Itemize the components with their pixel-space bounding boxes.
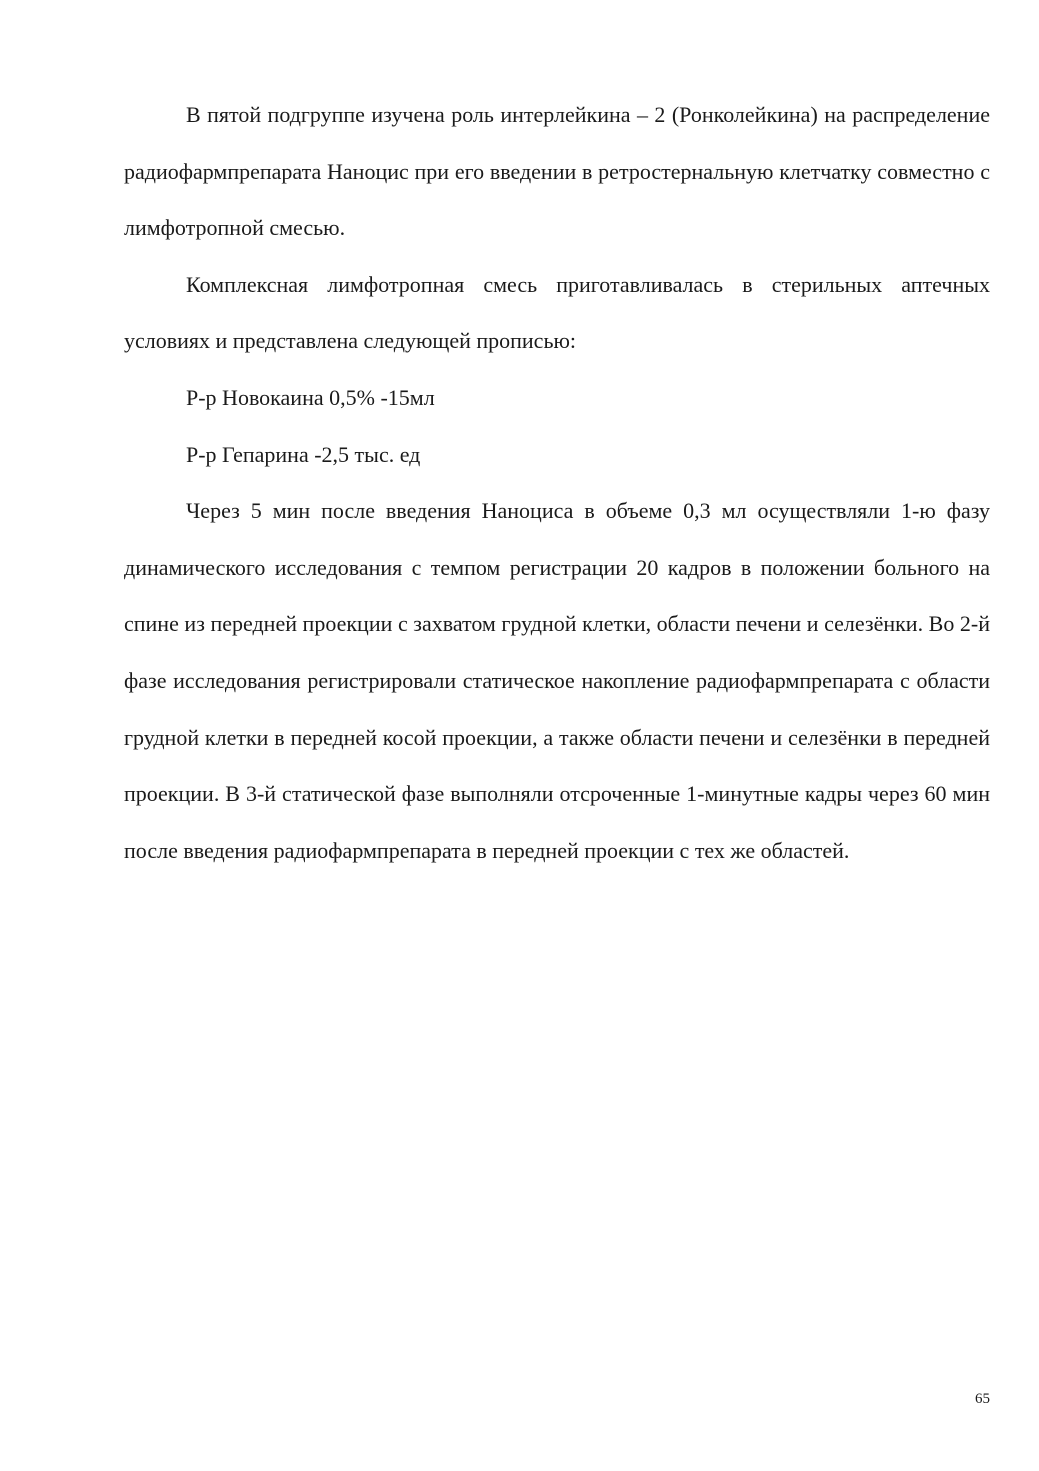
page-number: 65 (975, 1391, 990, 1407)
prescription-novocaine: Р-р Новокаина 0,5% -15мл (186, 384, 435, 410)
paragraph-study-phases: Через 5 мин после введения Наноциса в объеме 0,3 мл осуществляли 1-ю фазу динамического исследования с темпом регистрации 20 кадров в положении больного на спине из передней проекции с захватом грудной клетки, области печени и селезёнки. Во 2-й фазе исследования регистрировали статическое накопление радиофармпрепарата с области грудной клетки в передней косой проекции, а также области печени и селезёнки в передней проекции. В 3-й статической фазе выполняли отсроченные 1-минутные кадры через 60 мин после введения радиофармпрепарата в передней проекции с тех же областей. (124, 498, 990, 863)
paragraph-interleukin-subgroup: В пятой подгруппе изучена роль интерлейкина – 2 (Ронколейкина) на распределение радиофармпрепарата Наноцис при его введении в ретростернальную клетчатку совместно с лимфотропной смесью. (124, 102, 990, 241)
document-body (124, 87, 990, 879)
paragraph-lymphotropic-mixture: Комплексная лимфотропная смесь приготавливалась в стерильных аптечных условиях и представлена следующей прописью: (124, 271, 990, 354)
prescription-heparin: Р-р Гепарина -2,5 тыс. ед (186, 441, 421, 467)
